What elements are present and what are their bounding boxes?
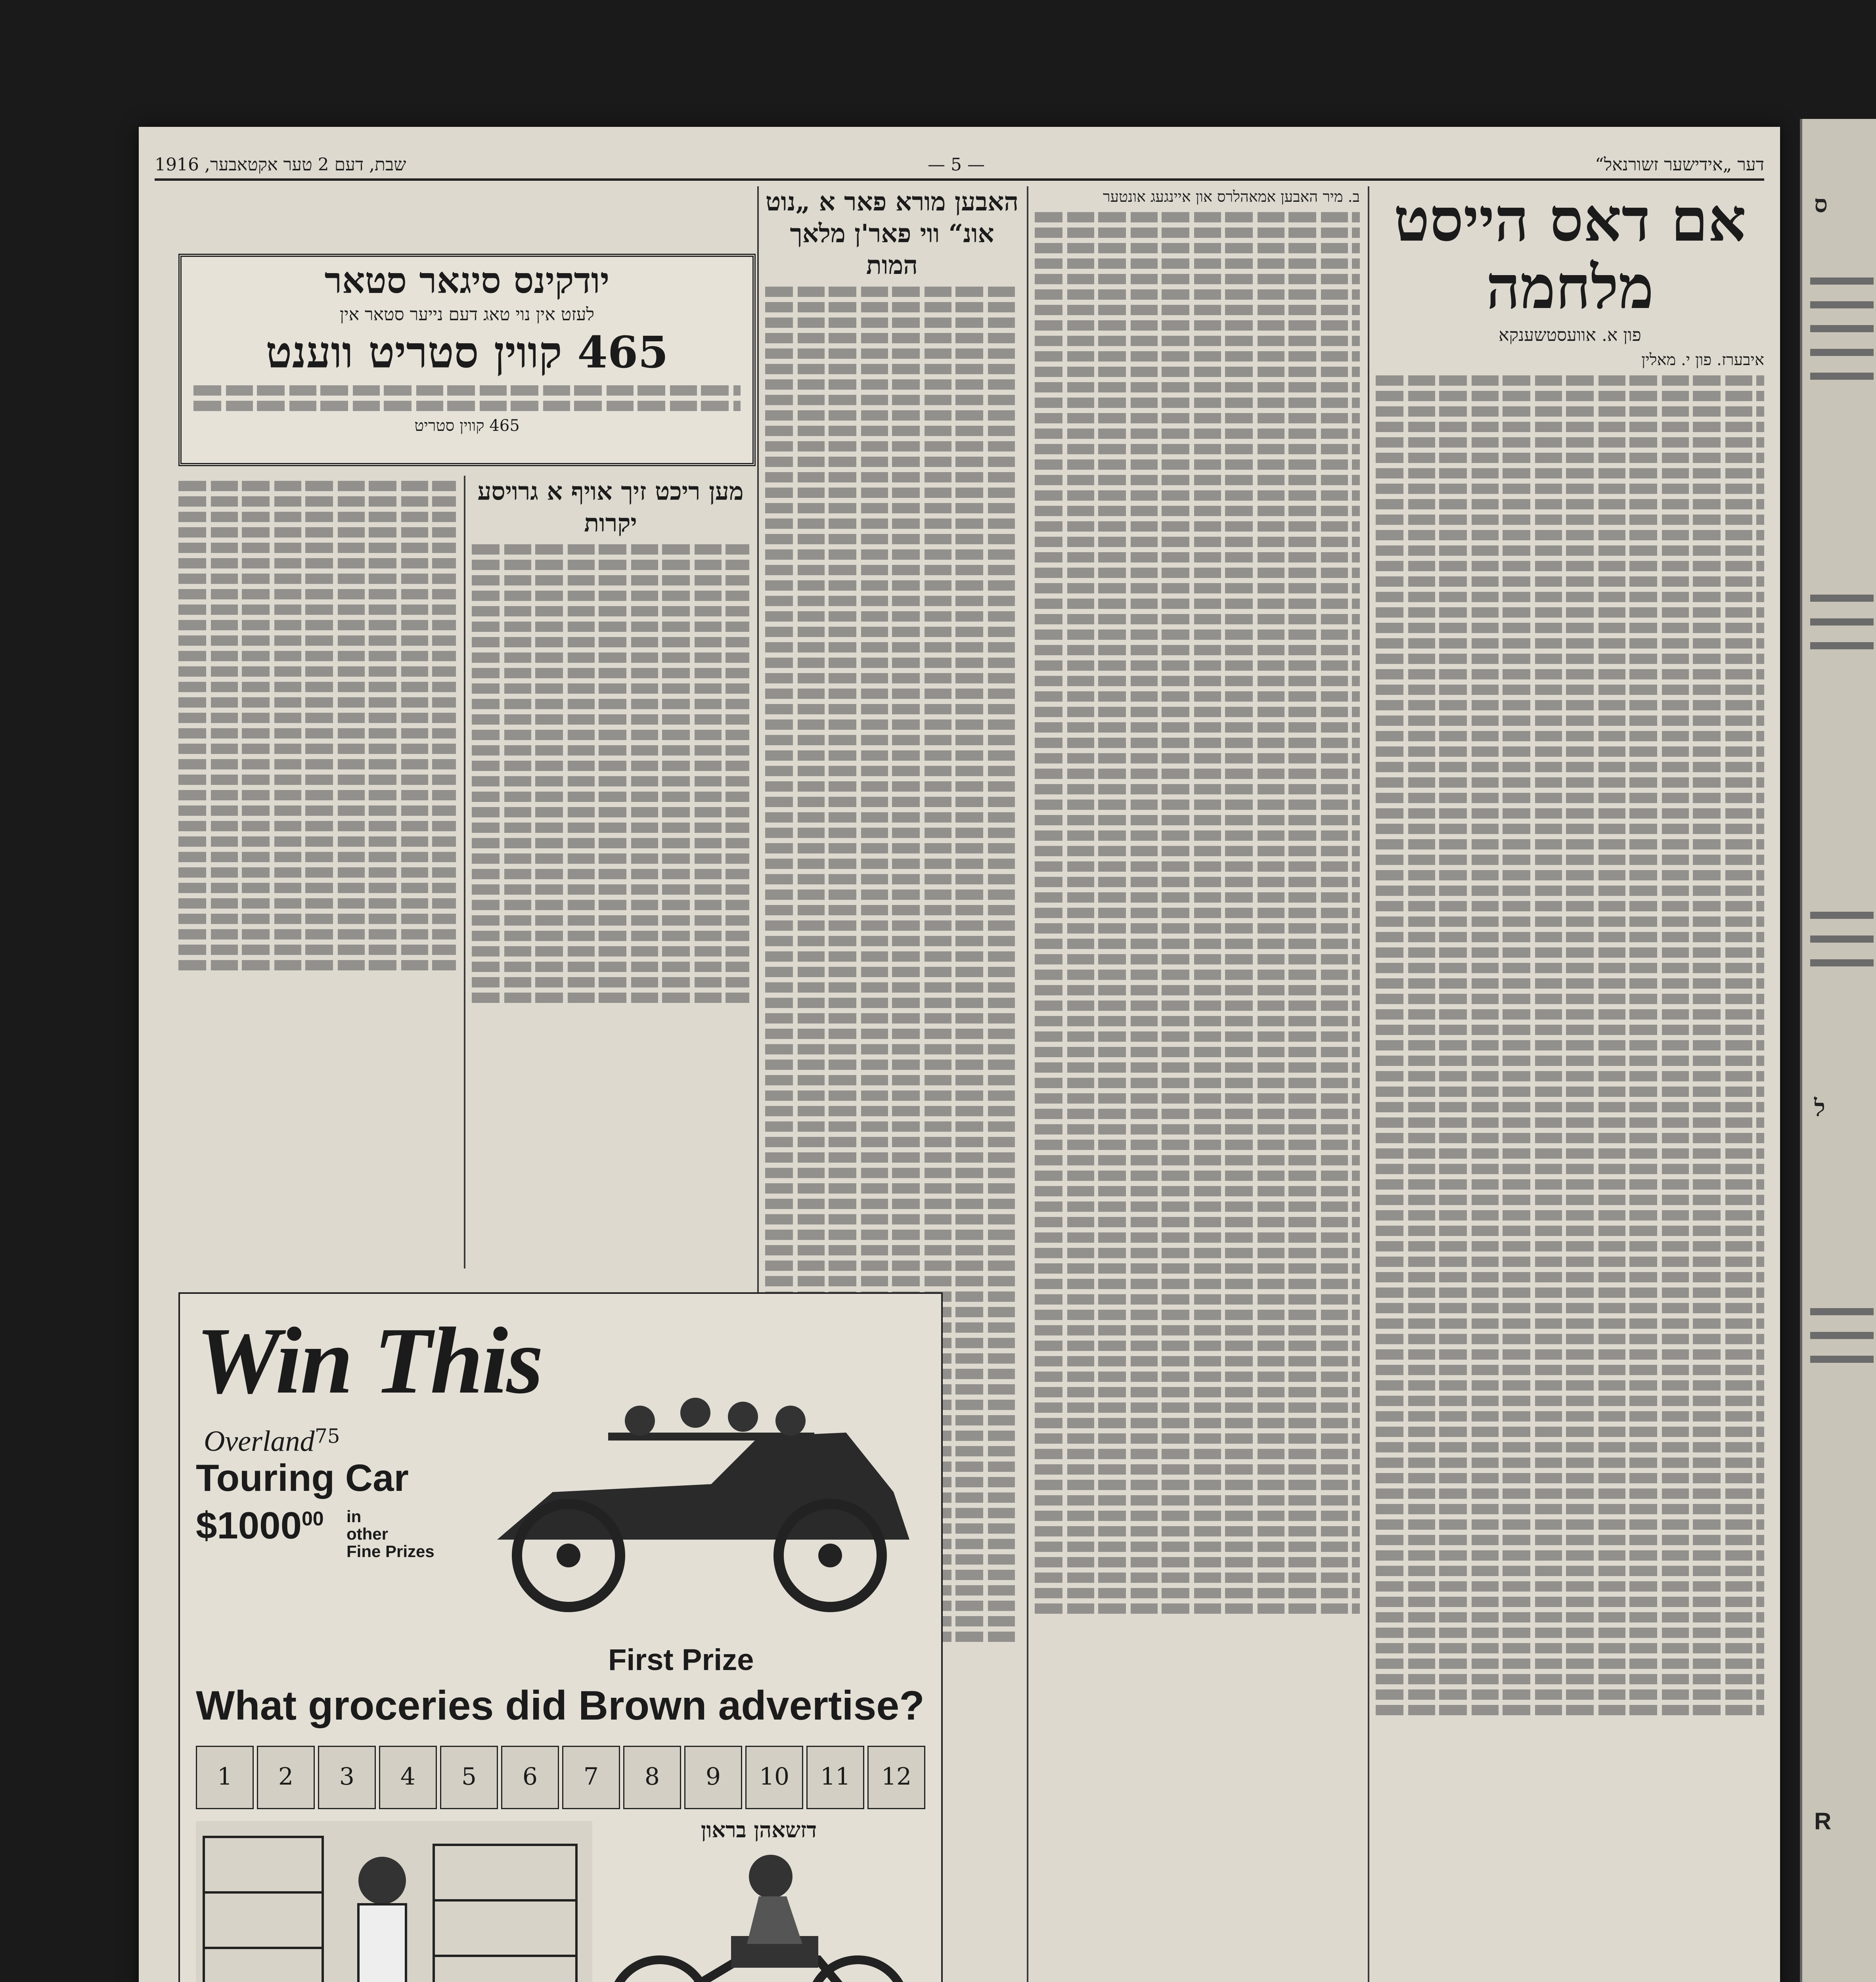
middle-right-article	[1035, 186, 1360, 1982]
grocery-icon: 7	[562, 1746, 620, 1809]
column-rule	[464, 476, 465, 1268]
cigar-ad-address: 465 קווין סטריט ווענט	[266, 327, 668, 378]
other-prizes-line2: other	[346, 1525, 388, 1543]
left-article-continued	[178, 476, 456, 1268]
date-line: שבת, דעם 2 טער אקטאבער, 1916	[155, 155, 406, 175]
grocery-icon: 1	[196, 1746, 254, 1809]
adjacent-page-edge	[1800, 119, 1876, 1982]
other-prizes-line1: in	[346, 1507, 362, 1526]
grocery-icon: 6	[501, 1746, 559, 1809]
right-article	[1376, 186, 1764, 1982]
grocery-icon: 3	[318, 1746, 376, 1809]
article-headline: האבען מורא פאר א „נוט אונ“ ווי פאר'ן מלאך המות	[765, 187, 1019, 280]
prize-dollars: $1000	[196, 1504, 302, 1547]
prize-cents: 00	[301, 1508, 324, 1530]
car-brand: Overland	[204, 1425, 315, 1458]
contest-headline: Win This	[196, 1308, 542, 1413]
other-prizes-note	[346, 1508, 435, 1560]
edge-fragment: ס	[1814, 190, 1828, 218]
grocery-icon: 9	[684, 1746, 742, 1809]
grocery-icon: 8	[623, 1746, 681, 1809]
article-headline: מען ריכט זיך אויף א גרויסע יקרות	[477, 477, 744, 538]
touring-car-icon	[473, 1373, 925, 1651]
cigar-store-ad	[178, 254, 756, 466]
page-number: — 5 —	[928, 155, 985, 175]
grocery-icon: 5	[440, 1746, 498, 1809]
grocery-store-illustration	[196, 1821, 592, 1982]
masthead	[155, 151, 1764, 181]
contest-ad	[178, 1292, 943, 1982]
edge-fragment: ל	[1814, 1094, 1826, 1122]
grocery-icon: 12	[867, 1746, 925, 1809]
grocery-icon: 11	[806, 1746, 864, 1809]
grocery-icon-strip	[196, 1746, 925, 1809]
column-rule	[1368, 186, 1369, 1982]
newspaper-page	[139, 127, 1780, 1982]
edge-fragment: R	[1814, 1808, 1832, 1835]
grocery-icon: 10	[745, 1746, 803, 1809]
article-author: איבערז. פון י. מאלין	[1641, 351, 1764, 369]
car-type: Touring Car	[196, 1457, 409, 1499]
paper-name: דער „אידישער זשורנאל“	[1595, 155, 1764, 175]
first-prize-label: First Prize	[608, 1643, 754, 1677]
car-model: 75	[315, 1425, 340, 1448]
cigar-ad-title: יודקינס סיגאר סטאר	[324, 260, 610, 302]
article-body	[472, 544, 749, 1003]
article-headline: אם דאס הייסט מלחמה	[1394, 186, 1746, 322]
contest-hebrew-heading: דזשאהן בראון	[701, 1817, 817, 1842]
grocery-icon: 2	[257, 1746, 315, 1809]
article-caption: ב. מיר האבען אמאהלרס און איינגעג אונטער	[1103, 188, 1360, 205]
other-prizes-line3: Fine Prizes	[346, 1542, 435, 1561]
article-byline: פון א. אוועסטשענקא	[1499, 325, 1641, 345]
contest-question: What groceries did Brown advertise?	[196, 1683, 925, 1729]
prize-amount	[196, 1504, 324, 1548]
motorcycle-icon	[596, 1841, 921, 1982]
cigar-ad-footer: 465 קווין סטריט	[414, 417, 520, 435]
grocery-icon: 4	[379, 1746, 437, 1809]
article-body	[1035, 212, 1360, 1614]
article-body	[1376, 375, 1764, 1715]
column-rule	[1027, 186, 1028, 1982]
cigar-ad-subtitle: לעזט אין נוי טאג דעם נייער סטאר אין	[339, 304, 595, 325]
cigar-ad-body	[182, 385, 752, 411]
article-body	[178, 481, 456, 970]
left-article	[472, 476, 749, 1268]
